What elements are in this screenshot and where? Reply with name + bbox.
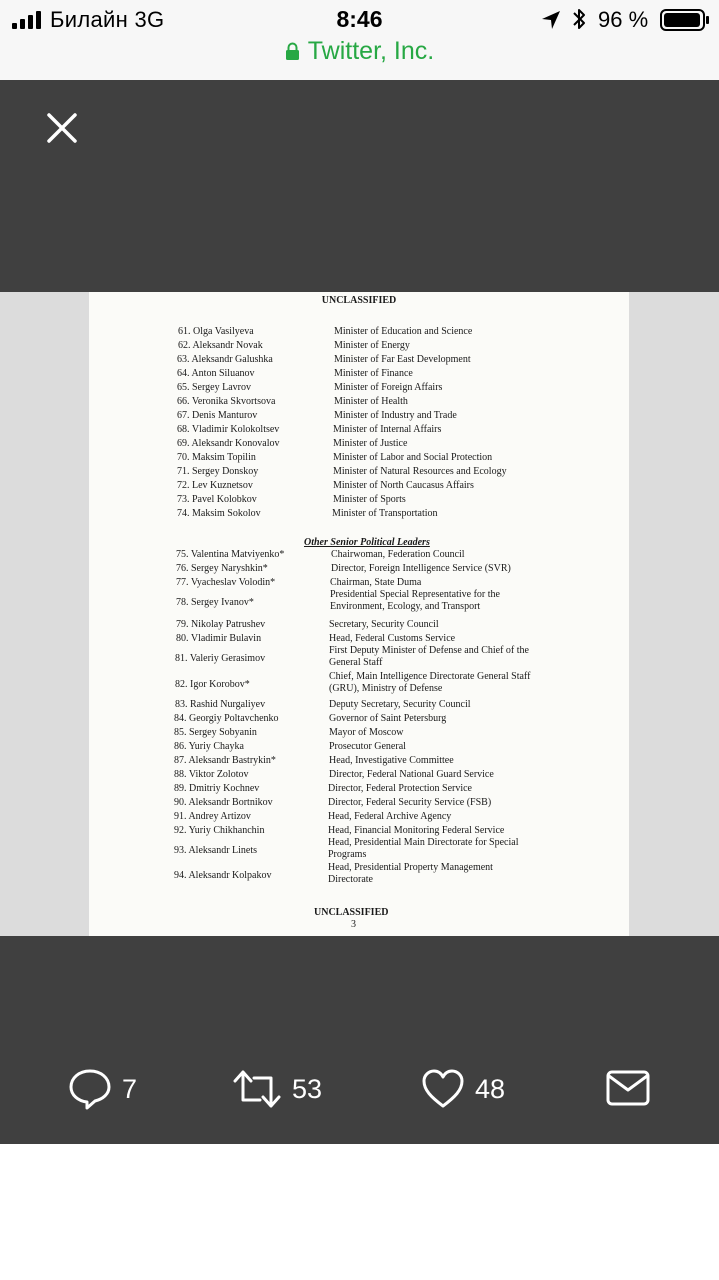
doc-row-title: Chairman, State Duma [330,577,422,588]
direct-message-button[interactable] [606,1064,650,1114]
location-arrow-icon [540,9,562,31]
clock: 8:46 [336,6,383,32]
doc-row-name: 66. Veronika Skvortsova [177,396,276,407]
site-name: Twitter, Inc. [307,36,435,65]
bluetooth-icon [571,7,587,31]
close-button[interactable] [40,106,84,150]
reply-count: 7 [122,1073,138,1104]
lock-icon [285,42,300,60]
doc-row-name: 75. Valentina Matviyenko* [176,549,285,560]
doc-row-title: Chairwoman, Federation Council [331,549,465,560]
doc-row-name: 62. Aleksandr Novak [178,340,263,351]
retweet-button[interactable] [232,1064,322,1114]
doc-row-name: 72. Lev Kuznetsov [177,480,253,491]
like-button[interactable] [421,1064,505,1114]
doc-row-name: 88. Viktor Zolotov [174,769,249,780]
doc-row-title: Head, Federal Archive Agency [328,811,452,822]
doc-row-title: Director, Foreign Intelligence Service (SVR) [331,563,511,574]
doc-row-name: 71. Sergey Donskoy [177,466,259,477]
doc-row-title: Deputy Secretary, Security Council [329,699,471,710]
doc-row-name: 91. Andrey Artizov [174,811,251,822]
battery-percentage: 96 % [598,7,649,32]
doc-row-title: Minister of North Caucasus Affairs [333,480,474,491]
doc-row-name: 89. Dmitriy Kochnev [174,783,260,794]
battery-icon [660,9,710,31]
document-image[interactable] [0,292,719,936]
doc-row-title: Minister of Far East Development [334,354,471,365]
doc-row-title: Presidential Special Representative for the Environment, Ecology, and Transport [330,589,500,612]
doc-row-title: Mayor of Moscow [329,727,404,738]
doc-row-name: 87. Aleksandr Bastrykin* [174,755,276,766]
doc-header: UNCLASSIFIED [321,295,397,306]
doc-row-title: Minister of Finance [334,368,413,379]
doc-row-name: 77. Vyacheslav Volodin* [176,577,276,588]
doc-row-title: Prosecutor General [329,741,406,752]
doc-row-title: Head, Financial Monitoring Federal Service [328,825,505,836]
doc-row-name: 86. Yuriy Chayka [174,741,244,752]
carrier-label: Билайн 3G [50,7,165,32]
media-viewer [0,80,719,1144]
like-count: 48 [475,1073,506,1104]
doc-row-name: 92. Yuriy Chikhanchin [174,825,265,836]
doc-footer: UNCLASSIFIED [314,907,389,918]
retweet-icon [232,1067,282,1111]
doc-row-title: Director, Federal Protection Service [328,783,472,794]
doc-row-name: 65. Sergey Lavrov [177,382,251,393]
doc-row-title: Secretary, Security Council [329,619,439,630]
doc-row-name: 68. Vladimir Kolokoltsev [177,424,280,435]
doc-row-title: Minister of Energy [334,340,410,351]
doc-row-title: Head, Federal Customs Service [329,633,456,644]
doc-row-title: Minister of Industry and Trade [334,410,457,421]
envelope-icon [606,1067,650,1111]
url-bar[interactable] [0,34,719,80]
doc-row-title: Minister of Natural Resources and Ecology [333,466,507,477]
doc-row-name: 73. Pavel Kolobkov [177,494,257,505]
doc-row-title: Minister of Transportation [332,508,438,519]
document-page [89,292,629,936]
doc-row-name: 94. Aleksandr Kolpakov [174,870,272,881]
doc-row-name: 93. Aleksandr Linets [174,845,258,856]
doc-row-name: 90. Aleksandr Bortnikov [174,797,273,808]
doc-row-title: Minister of Labor and Social Protection [333,452,493,463]
doc-row-name: 61. Olga Vasilyeva [178,326,254,337]
doc-row-title: Minister of Education and Science [334,326,473,337]
doc-row-name: 70. Maksim Topilin [177,452,256,463]
doc-row-title: Governor of Saint Petersburg [329,713,447,724]
doc-row-name: 74. Maksim Sokolov [177,508,261,519]
doc-row-title: Director, Federal Security Service (FSB) [328,797,492,808]
doc-row-title: Head, Presidential Main Directorate for Special Programs [328,837,519,860]
doc-row-name: 69. Aleksandr Konovalov [177,438,280,449]
doc-row-title: Minister of Sports [333,494,406,505]
doc-row-name: 85. Sergey Sobyanin [174,727,257,738]
heart-icon [421,1067,465,1111]
doc-row-name: 79. Nikolay Patrushev [176,619,266,630]
doc-row-name: 83. Rashid Nurgaliyev [175,699,266,710]
reply-icon [68,1067,112,1111]
doc-row-name: 84. Georgiy Poltavchenko [174,713,279,724]
doc-row-title: Head, Presidential Property Management Directorate [328,862,493,885]
doc-row-name: 78. Sergey Ivanov* [176,597,254,608]
doc-row-title: Head, Investigative Committee [329,755,454,766]
doc-row-name: 80. Vladimir Bulavin [176,633,262,644]
doc-row-title: Minister of Internal Affairs [333,424,442,435]
doc-row-title: Minister of Foreign Affairs [334,382,443,393]
doc-section-heading: Other Senior Political Leaders [304,537,430,548]
reply-button[interactable] [68,1064,137,1114]
doc-row-name: 67. Denis Manturov [177,410,258,421]
doc-row-name: 63. Aleksandr Galushka [177,354,273,365]
doc-row-title: Minister of Justice [333,438,408,449]
doc-row-name: 76. Sergey Naryshkin* [176,563,268,574]
retweet-count: 53 [292,1073,323,1104]
doc-row-name: 82. Igor Korobov* [175,679,250,690]
doc-row-title: First Deputy Minister of Defense and Chief of the General Staff [329,645,529,668]
doc-row-title: Director, Federal National Guard Service [329,769,494,780]
doc-row-title: Chief, Main Intelligence Directorate General Staff (GRU), Ministry of Defense [329,671,531,694]
doc-page-number: 3 [351,919,356,930]
doc-row-title: Minister of Health [334,396,408,407]
doc-row-name: 64. Anton Siluanov [177,368,255,379]
doc-row-name: 81. Valeriy Gerasimov [175,653,266,664]
